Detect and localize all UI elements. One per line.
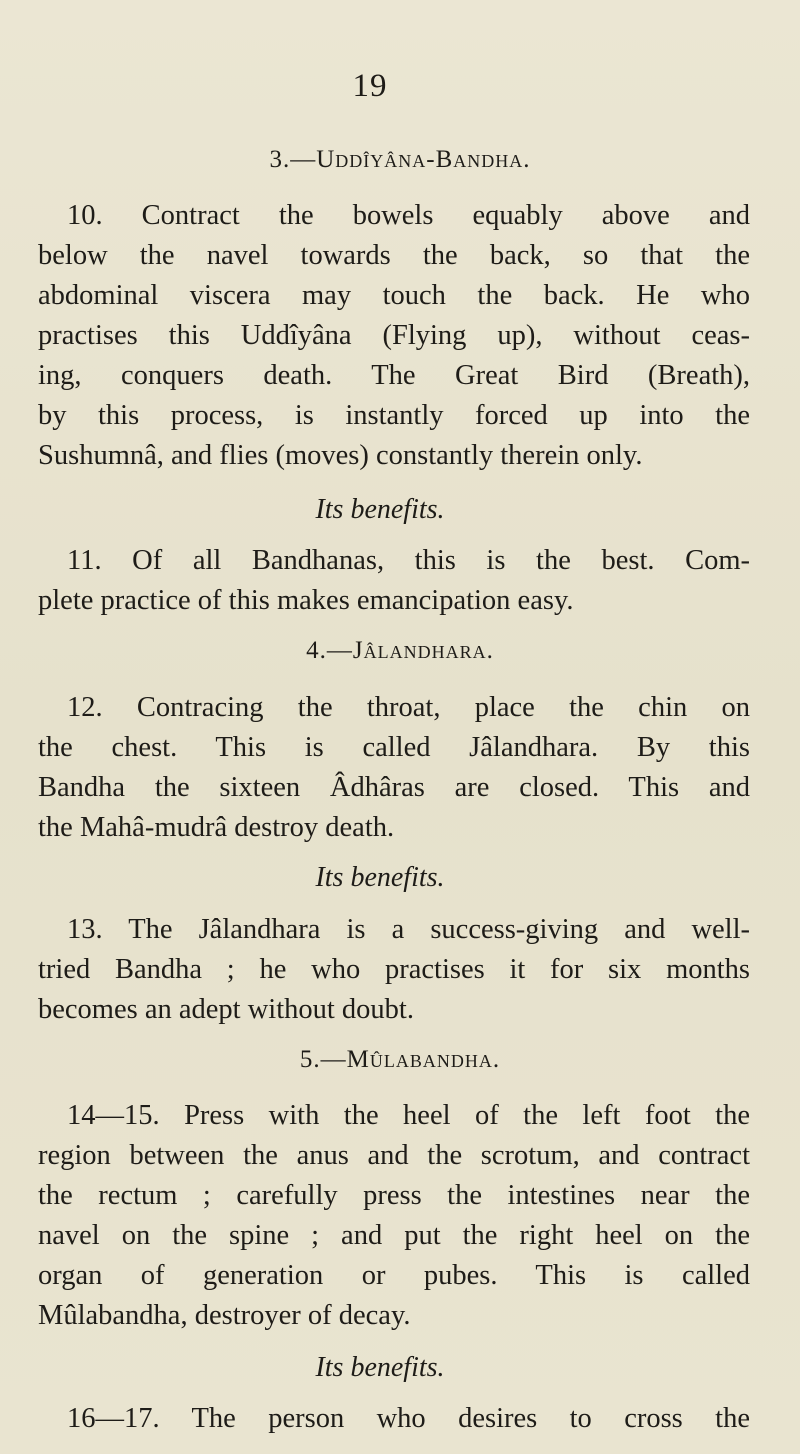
paragraph-14-15 [38, 1096, 750, 1336]
text-line: region between the anus and the scrotum, and contract [38, 1140, 750, 1171]
text-line: 12. Contracing the throat, place the chin on [67, 692, 750, 723]
section-heading-jalandhara [0, 637, 800, 665]
text-line: tried Bandha ; he who practises it for six months [38, 954, 750, 985]
text-line: 14—15. Press with the heel of the left foot the [67, 1100, 750, 1131]
text-line: 13. The Jâlandhara is a success-giving and well- [67, 914, 750, 945]
text-line: plete practice of this makes emancipation easy. [38, 585, 574, 616]
text-line: 16—17. The person who desires to cross the [67, 1403, 750, 1434]
paragraph-12 [38, 688, 750, 848]
text-line: organ of generation or pubes. This is called [38, 1260, 750, 1291]
text-line: navel on the spine ; and put the right heel on the [38, 1220, 750, 1251]
paragraph-10 [38, 196, 750, 476]
section-heading-text: 5.—Mûlabandha. [299, 1046, 501, 1073]
benefits-subheading: Its benefits. [315, 1352, 445, 1383]
section-heading-uddiyana-bandha [0, 146, 800, 174]
text-line: ing, conquers death. The Great Bird (Breath), [38, 360, 750, 391]
text-line: the chest. This is called Jâlandhara. By this [38, 732, 750, 763]
text-line: 10. Contract the bowels equably above and [67, 200, 750, 231]
text-line: practises this Uddîyâna (Flying up), without ceas- [38, 320, 750, 351]
paragraph-11 [38, 541, 750, 621]
text-line: becomes an adept without doubt. [38, 994, 414, 1025]
text-line: below the navel towards the back, so that the [38, 240, 750, 271]
section-heading-text: 3.—Uddîyâna-Bandha. [269, 146, 531, 173]
text-line: 11. Of all Bandhanas, this is the best. Com- [67, 545, 750, 576]
section-heading-mulabandha [0, 1046, 800, 1074]
benefits-subheading: Its benefits. [315, 494, 445, 525]
text-line: the Mahâ-mudrâ destroy death. [38, 812, 395, 843]
text-line: abdominal viscera may touch the back. He who [38, 280, 750, 311]
text-line: Bandha the sixteen Âdhâras are closed. This and [38, 772, 750, 803]
text-line: Mûlabandha, destroyer of decay. [38, 1300, 411, 1331]
page-number: 19 [352, 68, 388, 104]
paragraph-16-17 [38, 1399, 750, 1439]
text-line: by this process, is instantly forced up into the [38, 400, 750, 431]
section-heading-text: 4.—Jâlandhara. [306, 637, 494, 664]
paragraph-13 [38, 910, 750, 1030]
text-line: the rectum ; carefully press the intestines near the [38, 1180, 750, 1211]
benefits-subheading: Its benefits. [315, 862, 445, 893]
text-line: Sushumnâ, and flies (moves) constantly therein only. [38, 440, 643, 471]
